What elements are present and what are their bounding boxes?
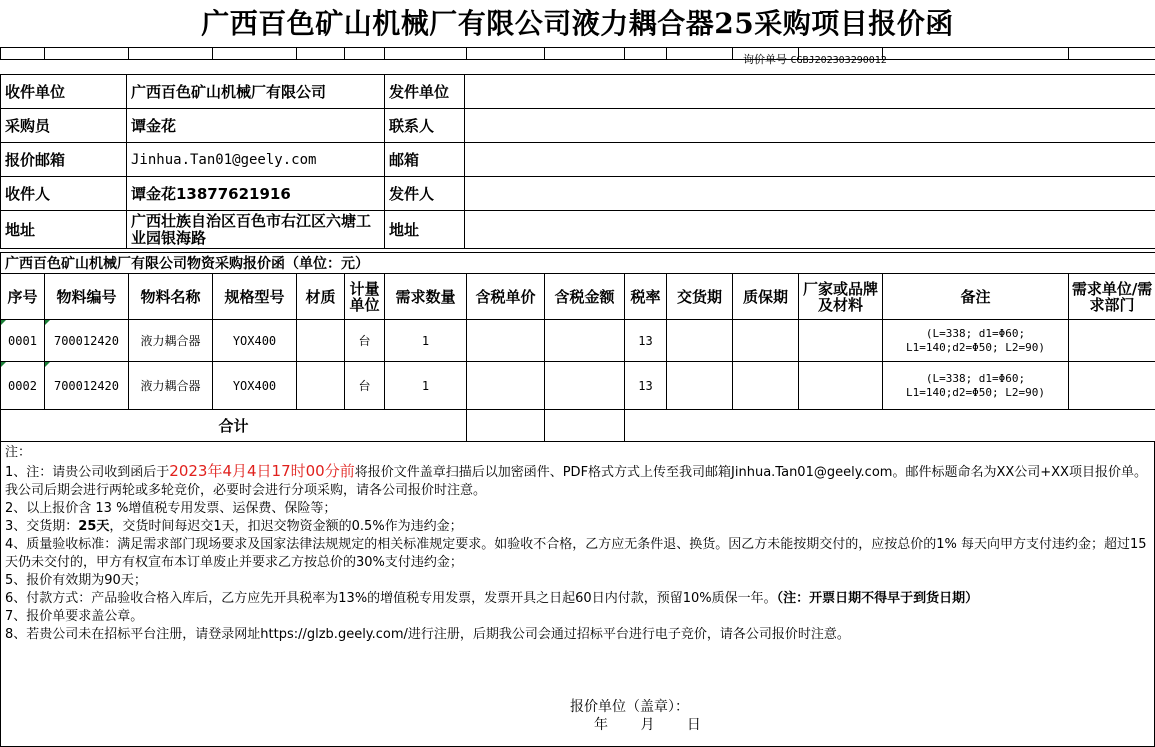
- col-header-delivery: 交货期: [667, 274, 733, 320]
- cell-warranty[interactable]: [733, 320, 799, 362]
- table-row: [1, 362, 1155, 410]
- address-cell[interactable]: 广西壮族自治区百色市右江区六塘工业园银海路: [127, 211, 385, 249]
- blank-grid-row: [0, 47, 1155, 60]
- total-rest-cell[interactable]: [625, 410, 1155, 442]
- col-header-name: 物料名称: [129, 274, 213, 320]
- note-6-text-a: 6、付款方式：产品验收合格入库后，乙方应先开具税率为13%的增值税专用发票，发票开具之日起60日内付款，预留10%质保一年。: [5, 591, 777, 606]
- email-label: 邮箱: [385, 143, 465, 177]
- col-header-tax: 税率: [625, 274, 667, 320]
- note-8: 8、若贵公司未在招标平台注册，请登录网址https://glzb.geely.com/进行注册，后期我公司会通过招标平台进行电子竞价，请各公司报价时注意。: [5, 627, 850, 642]
- buyer-cell[interactable]: 谭金花: [127, 109, 385, 143]
- cell-price[interactable]: [467, 320, 545, 362]
- inquiry-number-label: 询价单号: [743, 53, 787, 66]
- col-header-seq: 序号: [1, 274, 45, 320]
- contact-info-table: [0, 74, 1155, 249]
- col-header-material: 材质: [297, 274, 345, 320]
- recipient-cell[interactable]: 谭金花13877621916: [127, 177, 385, 211]
- cell-seq[interactable]: 0002: [1, 362, 45, 410]
- note-3-delivery-days: 25天: [78, 519, 110, 534]
- contact-label: 联系人: [385, 109, 465, 143]
- note-6: [5, 590, 1150, 608]
- inquiry-number-value[interactable]: CGBJ202303290012: [790, 55, 887, 66]
- cell-material[interactable]: [297, 320, 345, 362]
- address2-cell[interactable]: [465, 211, 1155, 249]
- header-row: [1, 274, 1155, 320]
- cell-delivery[interactable]: [667, 362, 733, 410]
- items-table: [0, 252, 1155, 442]
- total-row: [1, 410, 1155, 442]
- cell-amount[interactable]: [545, 362, 625, 410]
- sender-unit-label: 发件单位: [385, 75, 465, 109]
- email-cell[interactable]: [465, 143, 1155, 177]
- note-3-text-b: ，交货时间每迟交1天，扣迟交物资金额的0.5%作为违约金；: [109, 519, 463, 534]
- col-header-amount: 含税金额: [545, 274, 625, 320]
- col-header-price: 含税单价: [467, 274, 545, 320]
- cell-name[interactable]: 液力耦合器: [129, 362, 213, 410]
- cell-price[interactable]: [467, 362, 545, 410]
- col-header-warranty: 质保期: [733, 274, 799, 320]
- cell-qty[interactable]: 1: [385, 320, 467, 362]
- address-label: 地址: [1, 211, 127, 249]
- sender-unit-cell[interactable]: [465, 75, 1155, 109]
- note-6-invoice-date: （注：开票日期不得早于到货日期）: [776, 591, 979, 606]
- cell-seq[interactable]: 0001: [1, 320, 45, 362]
- signature-block: [570, 698, 701, 734]
- total-amount-cell[interactable]: [545, 410, 625, 442]
- signature-date: 年 月 日: [594, 717, 701, 733]
- cell-unit[interactable]: 台: [345, 362, 385, 410]
- note-1: [5, 462, 1150, 500]
- cell-name[interactable]: 液力耦合器: [129, 320, 213, 362]
- cell-material[interactable]: [297, 362, 345, 410]
- cell-spec[interactable]: YOX400: [213, 320, 297, 362]
- notes-heading: 注：: [5, 445, 32, 460]
- quote-email-label: 报价邮箱: [1, 143, 127, 177]
- note-7: 7、报价单要求盖公章。: [5, 609, 144, 624]
- signature-label: 报价单位（盖章）：: [570, 699, 689, 715]
- col-header-dept: 需求单位/需求部门: [1069, 274, 1155, 320]
- col-header-qty: 需求数量: [385, 274, 467, 320]
- note-4: 4、质量验收标准：满足需求部门现场要求及国家法律法规规定的相关标准规定要求。如验收不合格，乙方应无条件退、换货。因乙方未能按期交付的，应按总价的1% 每天向甲方支付违约金；超过15天仍未交付的，甲方有权宣布本订单废止并要求乙方按总价的30%支付违约金；: [5, 537, 1147, 570]
- sender-label: 发件人: [385, 177, 465, 211]
- cell-warranty[interactable]: [733, 362, 799, 410]
- cell-qty[interactable]: 1: [385, 362, 467, 410]
- col-header-spec: 规格型号: [213, 274, 297, 320]
- note-2: 2、以上报价含 13 %增值税专用发票、运保费、保险等；: [5, 501, 337, 516]
- receiver-unit-cell[interactable]: 广西百色矿山机械厂有限公司: [127, 75, 385, 109]
- total-label: 合计: [1, 410, 467, 442]
- section-title: 广西百色矿山机械厂有限公司物资采购报价函（单位：元）: [1, 253, 1155, 274]
- col-header-brand: 厂家或品牌及材料: [799, 274, 883, 320]
- cell-brand[interactable]: [799, 320, 883, 362]
- col-header-remark: 备注: [883, 274, 1069, 320]
- cell-code[interactable]: 700012420: [45, 320, 129, 362]
- sender-cell[interactable]: [465, 177, 1155, 211]
- note-3: [5, 518, 1150, 536]
- cell-code[interactable]: 700012420: [45, 362, 129, 410]
- cell-spec[interactable]: YOX400: [213, 362, 297, 410]
- col-header-unit: 计量单位: [345, 274, 385, 320]
- inquiry-number: [743, 54, 887, 67]
- address2-label: 地址: [385, 211, 465, 249]
- note-1-deadline: 2023年4月4日17时00分前: [169, 462, 355, 480]
- table-row: [1, 320, 1155, 362]
- cell-tax[interactable]: 13: [625, 320, 667, 362]
- cell-amount[interactable]: [545, 320, 625, 362]
- note-5: 5、报价有效期为90天；: [5, 573, 147, 588]
- cell-dept[interactable]: [1069, 320, 1155, 362]
- note-3-text-a: 3、交货期：: [5, 519, 79, 534]
- cell-tax[interactable]: 13: [625, 362, 667, 410]
- cell-unit[interactable]: 台: [345, 320, 385, 362]
- cell-remark[interactable]: (L=338; d1=Φ60; L1=140;d2=Φ50; L2=90): [883, 320, 1069, 362]
- buyer-label: 采购员: [1, 109, 127, 143]
- receiver-unit-label: 收件单位: [1, 75, 127, 109]
- cell-brand[interactable]: [799, 362, 883, 410]
- cell-dept[interactable]: [1069, 362, 1155, 410]
- total-price-cell[interactable]: [467, 410, 545, 442]
- page-title: 广西百色矿山机械厂有限公司液力耦合器25采购项目报价函: [201, 7, 954, 40]
- recipient-label: 收件人: [1, 177, 127, 211]
- contact-cell[interactable]: [465, 109, 1155, 143]
- quote-email-cell[interactable]: Jinhua.Tan01@geely.com: [127, 143, 385, 177]
- cell-remark[interactable]: (L=338; d1=Φ60; L1=140;d2=Φ50; L2=90): [883, 362, 1069, 410]
- col-header-code: 物料编号: [45, 274, 129, 320]
- cell-delivery[interactable]: [667, 320, 733, 362]
- note-1-text-b: 将报价文件盖章扫描后以加密函件、PDF格式方式上传至我司邮箱Jinhua.Tan01@geely.com。邮件标题命名为XX公司+XX项目报价单。我公司后期会进行两轮或多轮竞价，必要时会进行分项采购，请各公司报价时注意。: [5, 465, 1147, 498]
- note-1-text-a: 1、注：请贵公司收到函后于: [5, 465, 170, 480]
